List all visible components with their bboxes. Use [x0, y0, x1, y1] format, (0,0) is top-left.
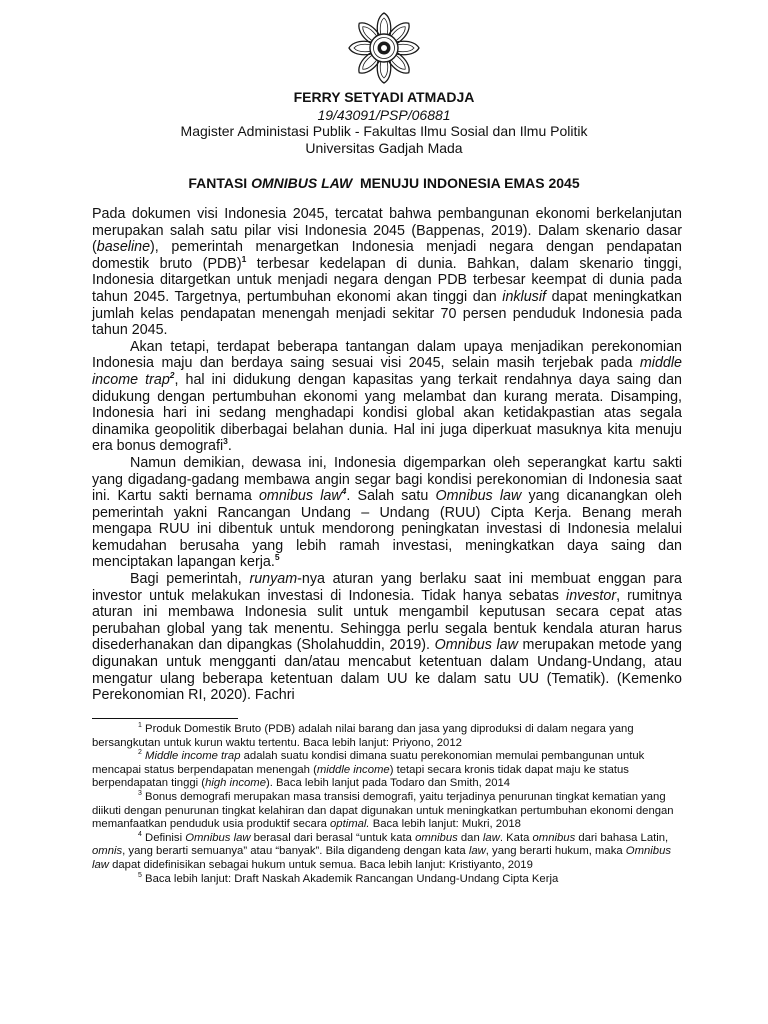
text-run: dapat didefinisikan sebagai hukum untuk semua. Baca lebih lanjut: Kristiyanto, 2019 — [108, 858, 533, 871]
italic-text: omnibus law — [258, 488, 342, 505]
footnote-marker: 1 — [138, 722, 142, 730]
footnotes — [92, 723, 682, 886]
text-run: , rumitnya aturan ini membawa Indonesia sulit untuk mengambil keputusan secara cepat atas perubahan global yang tak menentu. Sehingga perlu segala bentuk kendala aturan harus disederhanakan dan dipangkas (Sholahuddin, 2019). — [92, 587, 682, 654]
text-run: . Salah satu — [346, 488, 436, 505]
text-run: Pada dokumen visi Indonesia 2045, tercatat bahwa pembangunan ekonomi berkelanjutan merupakan salah satu pilar visi Indonesia 2045 (Bappenas, 2019). Dalam skenario dasar ( — [92, 206, 682, 256]
italic-text: omnibus — [532, 831, 576, 844]
italic-text: middle income — [316, 763, 390, 776]
footnote — [92, 873, 682, 887]
footnote-marker: 1 — [241, 254, 247, 265]
text-run: Baca lebih lanjut: Mukri, 2018 — [369, 818, 521, 831]
italic-text: omnis — [92, 845, 123, 858]
student-id: 19/43091/PSP/06881 — [317, 107, 451, 123]
italic-text: inklusif — [502, 288, 546, 305]
text-run: Bagi pemerintah, — [130, 571, 250, 588]
italic-text: optimal. — [330, 818, 370, 831]
footnote-marker: 5 — [138, 871, 142, 879]
italic-text: Omnibus law — [92, 845, 672, 871]
body-paragraph — [92, 206, 682, 339]
footnote-separator — [92, 718, 238, 719]
footnote-marker: 2 — [169, 370, 175, 381]
italic-text: Omnibus law — [434, 637, 518, 654]
author-name: FERRY SETYADI ATMADJA — [293, 89, 475, 105]
text-run: Namun demikian, dewasa ini, Indonesia digemparkan oleh seperangkat kartu sakti yang digadang-gadang membawa angin segar bagi kondisi perekonomian di Indonesia saat ini. Kartu sakti bernama — [92, 454, 682, 505]
text-run: Definisi — [141, 831, 186, 844]
text-run: yang dicanangkan oleh pemerintah yakni Rancangan Undang – Undang (RUU) Cipta Kerja. Benang merah mengapa RUU ini dibentuk untuk mendorong peningkatan investasi di Indonesia melalui kemudahan berusaha yang lebih ramah investasi, meningkatkan daya saing dan menciptakan lapangan kerja. — [92, 488, 682, 571]
footnote-marker: 3 — [138, 790, 142, 798]
text-run: Akan tetapi, terdapat beberapa tantangan dalam upaya menjadikan perekonomian Indonesia maju dan berdaya saing sesuai visi 2045, selain masih terjebak pada — [92, 338, 682, 372]
footnote-marker: 5 — [274, 552, 280, 563]
italic-text: runyam — [249, 571, 298, 588]
text-run: , yang berarti hukum, maka — [485, 845, 626, 858]
text-run: dari bahasa Latin, — [575, 831, 669, 844]
text-run: dapat meningkatkan jumlah kelas pendapatan menengah menjadi sekitar 70 persen penduduk Indonesia pada tahun 2045. — [92, 288, 682, 339]
university-seal-logo — [344, 8, 424, 88]
text-run: ). Baca lebih lanjut pada Todaro dan Smith, 2014 — [265, 777, 511, 790]
italic-text: law — [482, 831, 500, 844]
footnote — [92, 750, 682, 791]
text-run: Produk Domestik Bruto (PDB) adalah nilai barang dan jasa yang diproduksi di dalam negara yang bersangkutan untuk kurun waktu tertentu. Baca lebih lanjut: Priyono, 2012 — [92, 723, 634, 749]
essay-body — [92, 206, 682, 704]
italic-text: baseline — [96, 239, 151, 256]
title-part: FANTASI — [188, 175, 252, 191]
text-run: adalah suatu kondisi dimana suatu perekonomian memulai pembangunan untuk mencapai status berpendapatan menengah ( — [92, 750, 645, 776]
italic-text: middle income trap — [92, 355, 682, 388]
university-name: Universitas Gadjah Mada — [305, 140, 463, 156]
text-run: , yang berarti semuanya” atau “banyak”. Bila digandeng dengan kata — [122, 845, 469, 858]
title-italic-part: OMNIBUS LAW — [251, 175, 353, 191]
body-paragraph — [92, 571, 682, 704]
text-run: dan — [457, 831, 483, 844]
text-run: . — [227, 438, 232, 455]
footnote-marker: 4 — [341, 486, 347, 497]
essay-title — [0, 174, 768, 192]
footnote-marker: 3 — [223, 436, 228, 447]
body-paragraph — [92, 455, 682, 571]
body-paragraph — [92, 339, 682, 455]
text-run: berasal dari berasal “untuk kata — [250, 831, 416, 844]
italic-text: high income — [205, 777, 266, 790]
italic-text: Middle income trap — [145, 750, 241, 763]
program-affiliation: Magister Administasi Publik - Fakultas Ilmu Sosial dan Ilmu Politik — [180, 123, 588, 139]
text-run: Baca lebih lanjut: Draft Naskah Akademik Rancangan Undang-Undang Cipta Kerja — [141, 872, 559, 885]
text-run: -nya aturan yang berlaku saat ini membuat enggan para investor untuk melakukan investasi di Indonesia. Tidak hanya sebatas — [92, 571, 683, 604]
text-run: ), pemerintah menargetkan Indonesia menjadi negara dengan pendapatan domestik bruto (PDB) — [92, 239, 682, 272]
footnote — [92, 723, 682, 750]
text-run: . Kata — [499, 831, 533, 844]
footnote-marker: 4 — [138, 830, 142, 838]
footnote-marker: 2 — [138, 749, 142, 757]
title-part: MENUJU INDONESIA EMAS 2045 — [352, 175, 580, 191]
text-run: terbesar kedelapan di dunia. Bahkan, dalam skenario tinggi, Indonesia ditargetkan untuk menjadi negara dengan PDB terbesar keempat di dunia pada tahun 2045. Targetnya, pertumbuhan ekonomi akan tinggi dan — [92, 255, 682, 305]
italic-text: law — [468, 845, 486, 858]
footnote — [92, 791, 682, 832]
text-run: Bonus demografi merupakan masa transisi demografi, yaitu terjadinya penurunan tingkat kematian yang diikuti dengan penurunan tingkat kelahiran dan dapat digunakan untuk meningkatkan pertumbuhan ekonomi dengan memanfaatkan penduduk usia produktif secara — [92, 790, 674, 831]
text-run: , hal ini didukung dengan kapasitas yang terkait rendahnya daya saing dan didukung dengan pertumbuhan ekonomi yang melambat dan kurang merata. Disamping, Indonesia hari ini sedang menghadapi kondisi global akan ketidakpastian atas segala dinamika geopolitik diberbagai belahan dunia. Hal ini juga diperkuat masuknya kita menuju era bonus demografi — [92, 371, 682, 455]
italic-text: investor — [566, 587, 617, 604]
italic-text: Omnibus law — [185, 831, 251, 844]
italic-text: omnibus — [415, 831, 458, 844]
footnote — [92, 832, 682, 873]
text-run: ) tetapi secara kronis tidak dapat maju ke status berpendapatan tinggi ( — [92, 763, 629, 790]
text-run: merupakan metode yang digunakan untuk mengganti dan/atau mencabut ketentuan dalam Undang-Undang, atau mengatur ulang beberapa ketentuan dalam UU ke dalam satu UU (Tematik). (Kemenko Perekonomian RI, 2020). Fachri — [92, 637, 682, 704]
italic-text: Omnibus law — [435, 488, 522, 505]
